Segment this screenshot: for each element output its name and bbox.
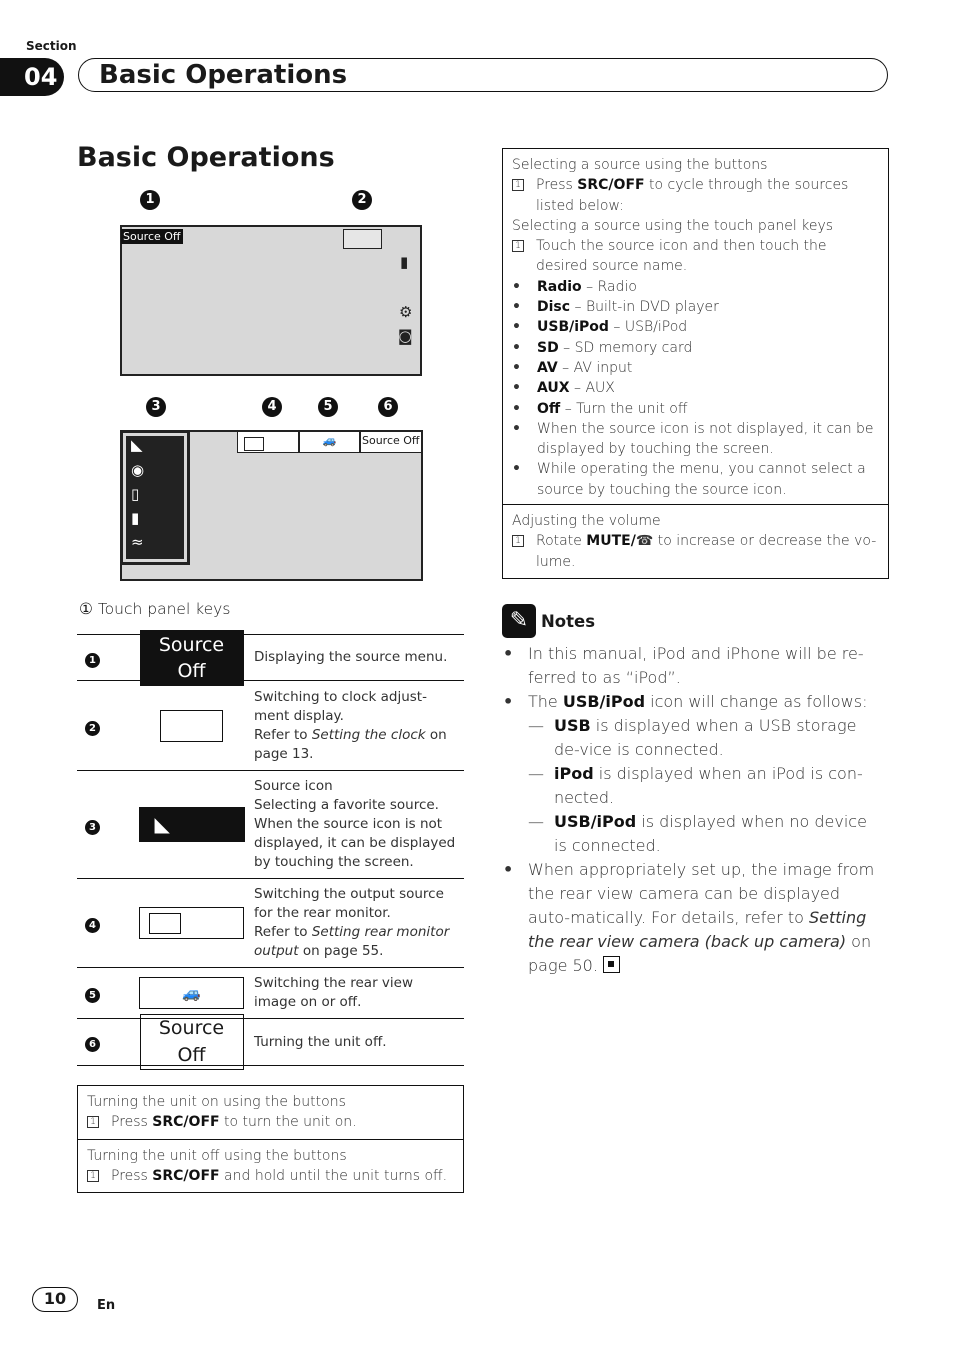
car-icon: 🚙	[182, 984, 201, 1002]
power-off-section: Turning the unit off using the buttons 1 Press SRC/OFF and hold until the unit turns off.	[78, 1139, 463, 1193]
key-row-6: 6 Source Off Turning the unit off.	[77, 1019, 464, 1066]
av-icon[interactable]: ≈	[131, 533, 144, 551]
section-number: 04	[0, 58, 64, 96]
key-row-1: 1 Source Off Displaying the source menu.	[77, 635, 464, 681]
callout-3: 3	[146, 397, 166, 417]
source-icon-image: ◣	[139, 807, 245, 842]
notes-list: • In this manual, iPod and iPhone will be re-ferred to as “iPod”. • The USB/iPod icon will change as follows: — USB is displayed when a USB storage de-vice is connected. — iPod is displayed when an iPod is con-nected. — USB/iPod is displayed when no device is connected. • When appropriately set up, the image from the rear view camera can be displayed auto-matically. For details, refer to Setting the rear view camera (back up camera) on page 50.	[503, 644, 875, 975]
power-box	[77, 1085, 464, 1193]
camera-icon: ◙	[398, 327, 413, 345]
source-off-image-2: Source Off	[140, 1014, 244, 1070]
source-box	[502, 148, 889, 579]
screen-top	[120, 225, 422, 376]
volume-section: Adjusting the volume 1 Rotate MUTE/☎ to increase or decrease the vo-lume.	[503, 504, 888, 578]
rear-view-key-image	[139, 977, 244, 1009]
end-mark-icon	[603, 956, 620, 973]
rear-view-key[interactable]	[299, 431, 360, 453]
callout-2: 2	[352, 190, 372, 210]
wrench-icon: ⚙	[399, 303, 413, 321]
sd-icon[interactable]: ▮	[131, 509, 140, 527]
header-bar	[78, 58, 888, 92]
clock-key-image	[160, 710, 223, 742]
page-number: 10	[32, 1287, 78, 1312]
clock-key[interactable]	[343, 229, 382, 249]
key-row-4: 4 Switching the output source for the rear monitor. Refer to Setting rear monitor output on page 55.	[77, 879, 464, 968]
phone-icon: ▮	[400, 253, 409, 271]
car-icon: 🚙	[322, 434, 337, 447]
power-on-section: Turning the unit on using the buttons 1 Press SRC/OFF to turn the unit on.	[87, 1094, 357, 1131]
key-row-3: 3 ◣ Source icon Selecting a favorite source. When the source icon is not displayed, it can be displayed by touching the screen.	[77, 771, 464, 879]
key-table	[77, 634, 464, 1066]
diagram-caption: ① Touch panel keys	[79, 600, 231, 618]
callout-1: 1	[140, 190, 160, 210]
phone-icon: ☎	[635, 533, 654, 550]
source-off-key-2[interactable]: Source Off	[360, 431, 422, 453]
key-row-5: 5 🚙 Switching the rear view image on or off.	[77, 968, 464, 1019]
notes-header: ✎ Notes	[502, 604, 595, 638]
section-label: Section	[26, 39, 77, 53]
page-title: Basic Operations	[77, 142, 335, 173]
source-icon-panel[interactable]	[120, 430, 190, 565]
header-title: Basic Operations	[99, 60, 348, 90]
source-select-section: Selecting a source using the buttons 1 Press SRC/OFF to cycle through the sources listed below: Selecting a source using the touch panel keys 1 Touch the source icon and then touch the desired source name. • Radio – Radio • Disc – Built-in DVD player • USB/iPod – USB/iPod • SD – SD memory card • AV – AV input • AUX – AUX • Off – Turn the unit off • When the source icon is not displayed, it can be displayed by touching the screen. • While operating the menu, you cannot select a source by touching the source icon.	[512, 157, 874, 498]
callout-5: 5	[318, 397, 338, 417]
usb-ipod-icon[interactable]: ▯	[131, 485, 140, 503]
key-row-2: 2 Switching to clock adjust- ment display. Refer to Setting the clock on page 13.	[77, 681, 464, 771]
callout-6: 6	[378, 397, 398, 417]
rear-monitor-key-image	[139, 907, 244, 939]
radio-icon[interactable]: ◣	[131, 436, 143, 454]
callout-4: 4	[262, 397, 282, 417]
source-off-image: Source Off	[140, 630, 244, 686]
disc-icon[interactable]: ◉	[131, 461, 145, 479]
rear-monitor-key[interactable]	[237, 431, 299, 453]
source-off-key[interactable]: Source Off	[123, 230, 181, 243]
pencil-icon: ✎	[502, 604, 536, 638]
language-label: En	[97, 1298, 116, 1313]
